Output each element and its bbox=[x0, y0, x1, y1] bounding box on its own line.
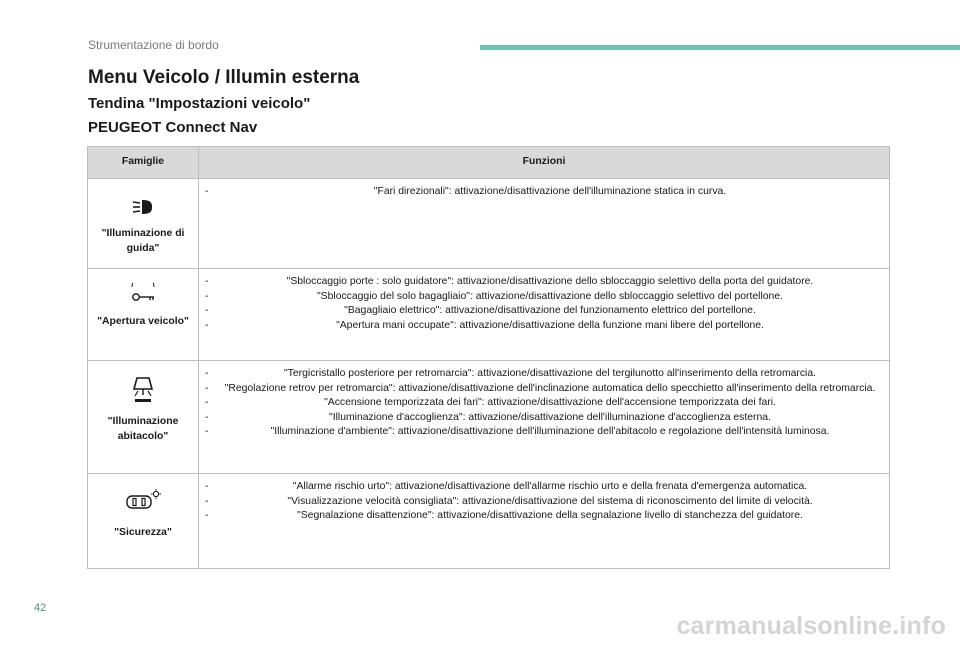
list-item: - "Tergicristallo posteriore per retromarcia": attivazione/disattivazione del tergilunotto all'inserimento della retromarcia. bbox=[205, 368, 817, 379]
headlight-icon bbox=[131, 197, 155, 217]
functions-cell bbox=[199, 361, 890, 474]
family-label: "Sicurezza" bbox=[114, 527, 172, 538]
functions-cell bbox=[199, 179, 890, 269]
list-item: - "Sbloccaggio del solo bagagliaio": attivazione/disattivazione dello sbloccaggio selettivo del portellone. bbox=[205, 290, 784, 302]
section-header: Strumentazione di bordo bbox=[88, 38, 219, 52]
functions-cell bbox=[199, 474, 890, 569]
family-label: "Illuminazione di guida" bbox=[101, 228, 185, 254]
list-item: - "Sbloccaggio porte : solo guidatore": attivazione/disattivazione dello sbloccaggio selettivo della porta del guidatore. bbox=[205, 276, 814, 287]
family-cell bbox=[88, 179, 199, 269]
table-header-row bbox=[88, 147, 890, 179]
family-label: "Illuminazione abitacolo" bbox=[107, 416, 179, 442]
car-safety-icon bbox=[123, 488, 163, 512]
cabin-light-icon bbox=[129, 375, 157, 405]
system-name: PEUGEOT Connect Nav bbox=[88, 119, 258, 136]
list-item: - "Visualizzazione velocità consigliata": attivazione/disattivazione del sistema di riconoscimento del limite di velocità. bbox=[205, 495, 813, 507]
list-item: - "Illuminazione d'ambiente": attivazione/disattivazione dell'illuminazione dell'abitacolo e regolazione dell'intensità luminosa. bbox=[205, 426, 830, 438]
family-label: "Apertura veicolo" bbox=[97, 316, 189, 327]
list-item: - "Allarme rischio urto": attivazione/disattivazione dell'allarme rischio urto e della frenata d'emergenza automatica. bbox=[205, 481, 808, 492]
list-item: - "Fari direzionali": attivazione/disattivazione dell'illuminazione statica in curva. bbox=[205, 186, 727, 197]
column-header-functions: Funzioni bbox=[199, 147, 890, 179]
functions-table bbox=[87, 146, 890, 569]
page-subtitle: Tendina "Impostazioni veicolo" bbox=[88, 95, 311, 112]
list-item: - "Apertura mani occupate": attivazione/disattivazione della funzione mani libere del portellone. bbox=[205, 319, 764, 331]
table-row bbox=[88, 474, 890, 569]
header-accent-bar bbox=[480, 45, 960, 50]
family-cell bbox=[88, 361, 199, 474]
page-title: Menu Veicolo / Illumin esterna bbox=[88, 67, 360, 88]
watermark: carmanualsonline.info bbox=[676, 612, 946, 640]
family-cell bbox=[88, 474, 199, 569]
table-row bbox=[88, 361, 890, 474]
functions-cell bbox=[199, 269, 890, 361]
list-item: - "Regolazione retrov per retromarcia": attivazione/disattivazione dell'inclinazione automatica dello specchietto all'inserimento della retromarcia. bbox=[205, 382, 876, 394]
key-icon bbox=[126, 283, 160, 305]
list-item: - "Accensione temporizzata dei fari": attivazione/disattivazione dell'accensione temporizzata dei fari. bbox=[205, 397, 776, 409]
list-item: - "Illuminazione d'accoglienza": attivazione/disattivazione dell'illuminazione d'accoglienza esterna. bbox=[205, 411, 771, 423]
family-cell bbox=[88, 269, 199, 361]
list-item: - "Bagagliaio elettrico": attivazione/disattivazione del funzionamento elettrico del portellone. bbox=[205, 305, 756, 317]
list-item: - "Segnalazione disattenzione": attivazione/disattivazione della segnalazione livello di stanchezza del guidatore. bbox=[205, 510, 803, 522]
column-header-families: Famiglie bbox=[88, 147, 199, 179]
page-number: 42 bbox=[34, 602, 47, 614]
table-row bbox=[88, 269, 890, 361]
table-row bbox=[88, 179, 890, 269]
